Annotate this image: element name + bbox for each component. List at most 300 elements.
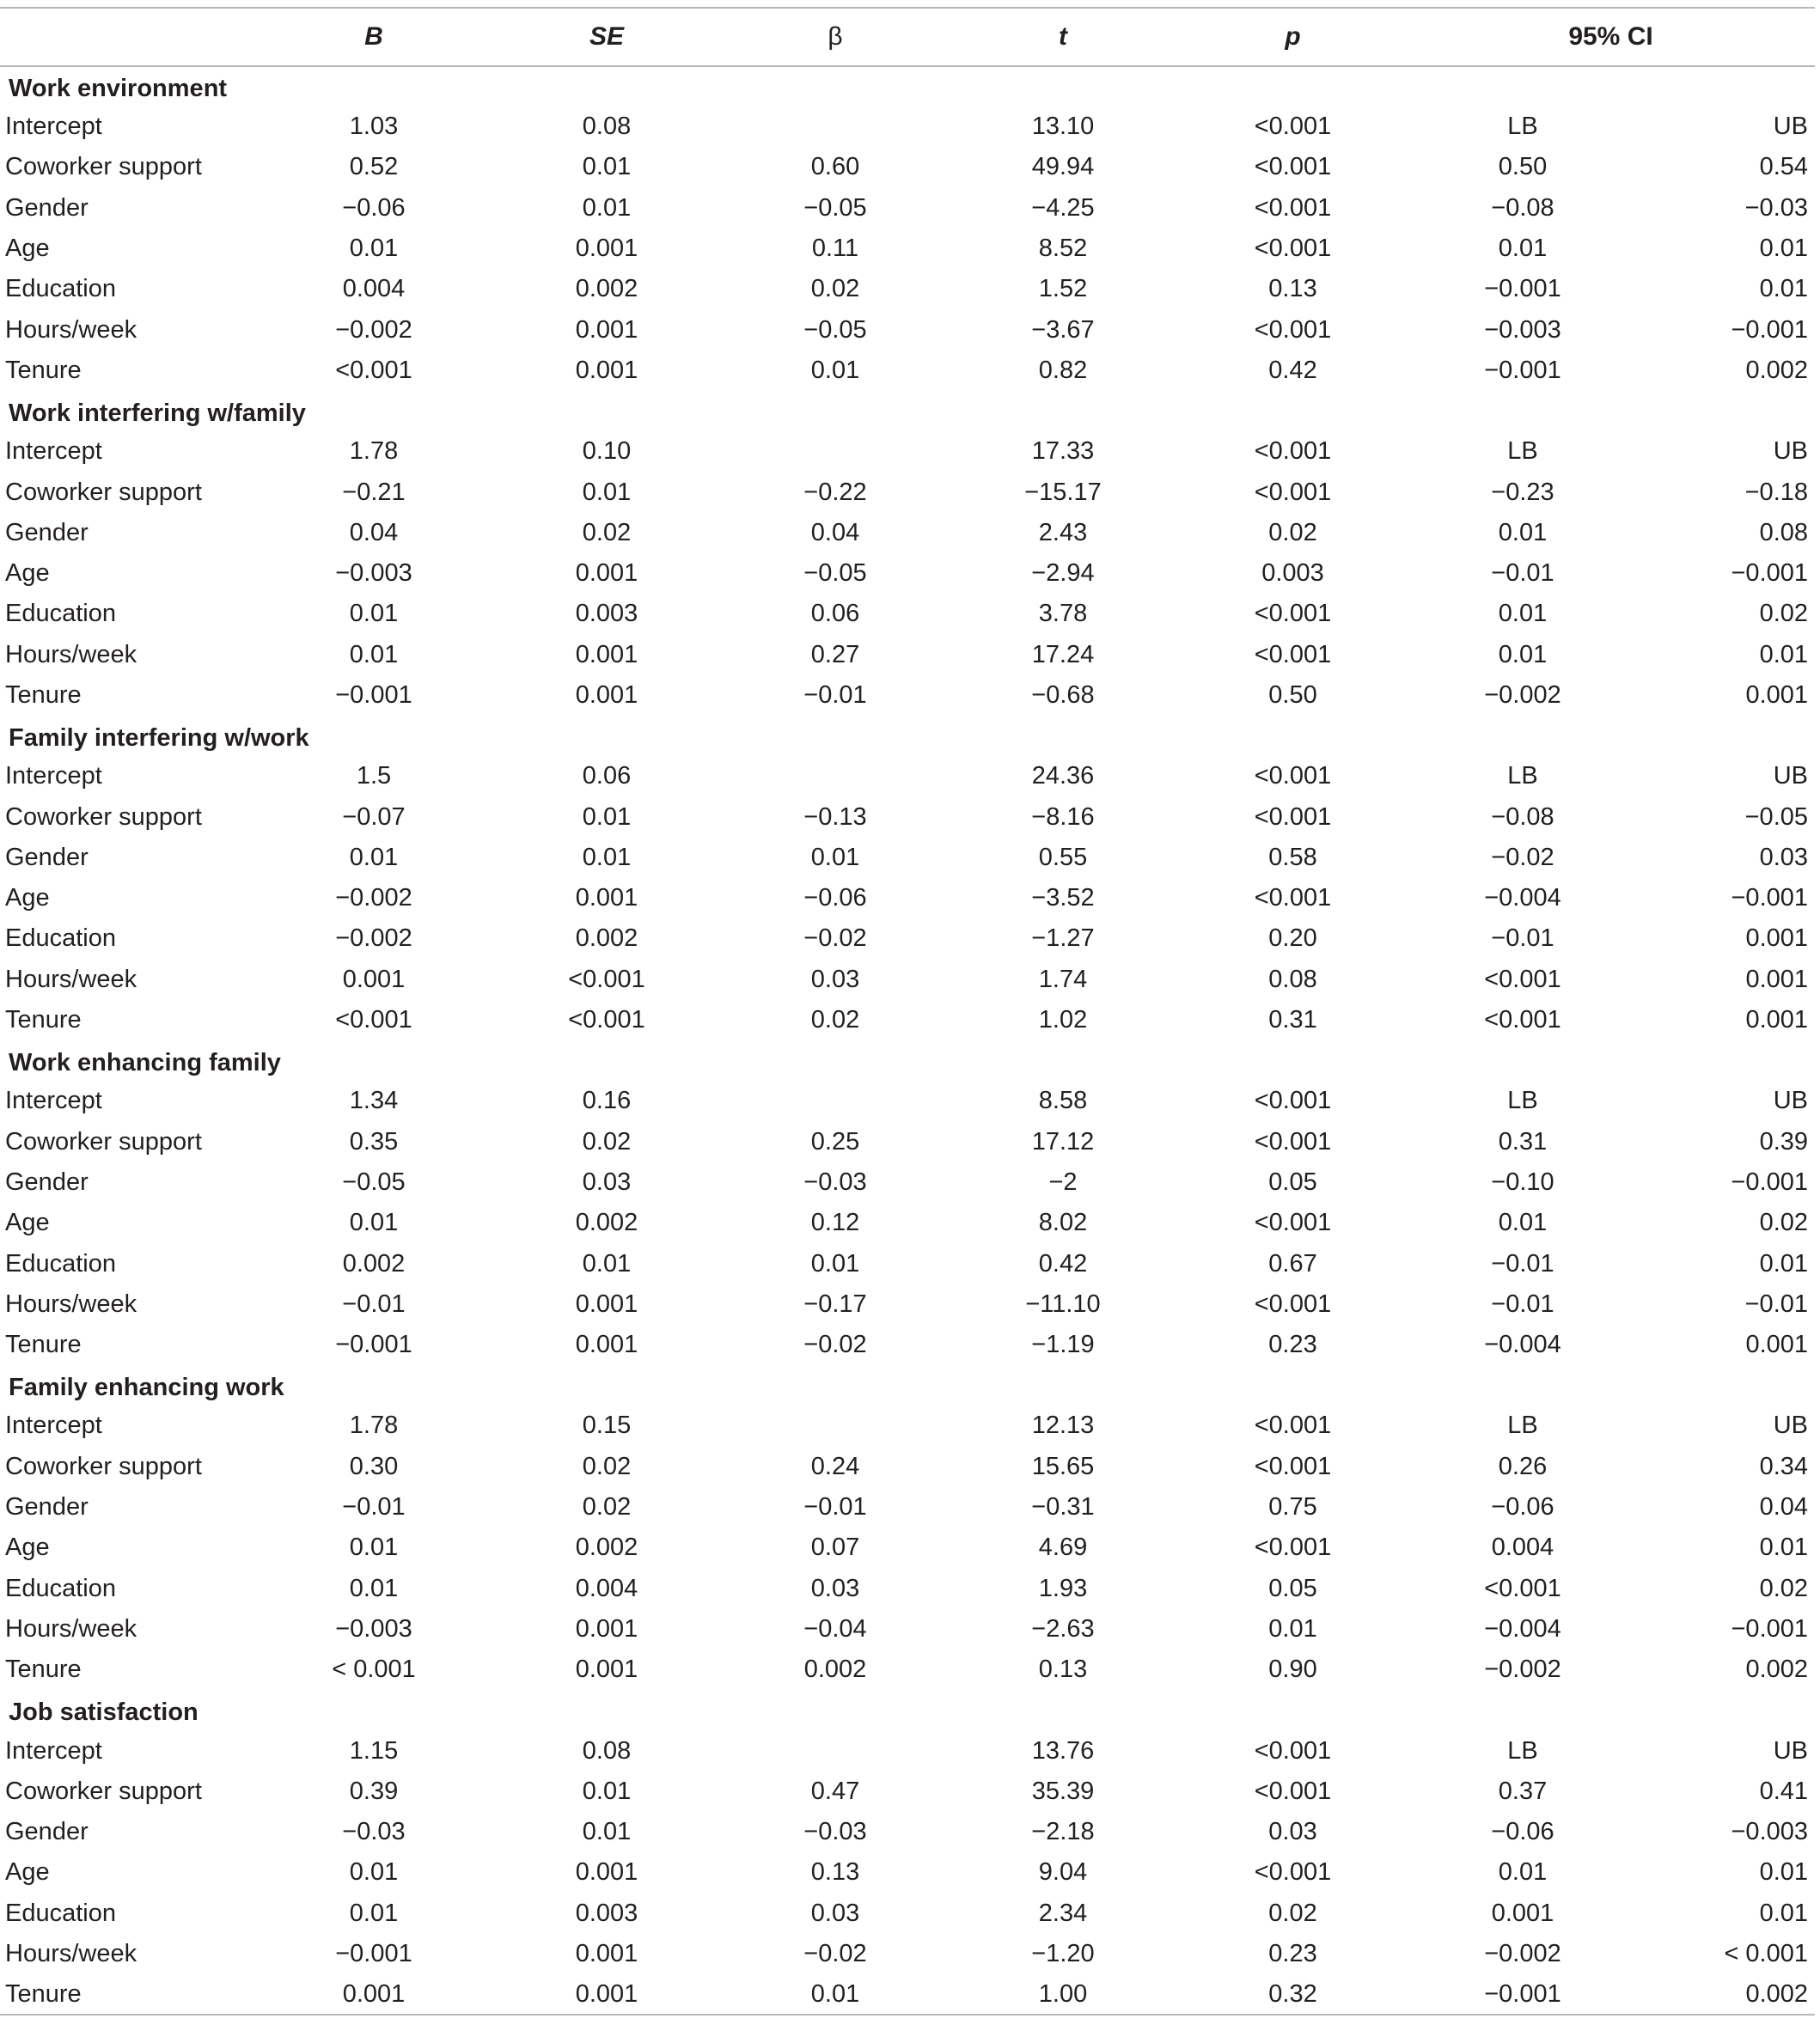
header-label xyxy=(0,8,258,66)
cell-t: 1.74 xyxy=(1038,965,1088,993)
cell-p: <0.001 xyxy=(1254,193,1332,222)
cell-t: 49.94 xyxy=(1031,153,1095,181)
cell-lb: LB xyxy=(1507,437,1538,466)
cell-t: 2.34 xyxy=(1038,1899,1088,1927)
cell-se: 0.08 xyxy=(582,113,632,141)
cell-beta: −0.13 xyxy=(803,802,867,831)
cell-beta: 0.03 xyxy=(810,1574,860,1602)
row-label: Age xyxy=(5,1858,50,1887)
header-t: t xyxy=(1059,22,1067,51)
cell-b: −0.03 xyxy=(342,1818,406,1846)
section-title: Job satisfaction xyxy=(9,1698,198,1727)
cell-ub: UB xyxy=(1773,437,1809,466)
table-row xyxy=(0,1934,1815,1974)
section-title: Work enhancing family xyxy=(9,1049,281,1077)
cell-ub: 0.01 xyxy=(1759,640,1809,668)
cell-p: <0.001 xyxy=(1254,1087,1332,1115)
cell-t: −3.52 xyxy=(1031,884,1095,912)
cell-se: 0.003 xyxy=(575,600,638,628)
row-label: Tenure xyxy=(5,356,82,384)
cell-p: <0.001 xyxy=(1254,640,1332,668)
cell-t: 0.82 xyxy=(1038,356,1088,384)
row-label: Tenure xyxy=(5,1006,82,1034)
cell-beta: 0.24 xyxy=(810,1452,860,1480)
cell-p: 0.03 xyxy=(1268,1818,1317,1846)
cell-t: 17.33 xyxy=(1031,437,1095,466)
cell-ub: 0.02 xyxy=(1759,1209,1809,1237)
cell-ub: 0.01 xyxy=(1759,1858,1809,1887)
cell-b: −0.01 xyxy=(342,1493,406,1522)
cell-lb: −0.001 xyxy=(1484,1979,1561,2008)
cell-ub: −0.03 xyxy=(1744,193,1809,222)
cell-se: 0.15 xyxy=(582,1412,632,1440)
cell-t: −1.20 xyxy=(1031,1940,1095,1968)
row-label: Coworker support xyxy=(5,478,202,506)
cell-b: −0.07 xyxy=(342,802,406,831)
row-label: Gender xyxy=(5,1818,89,1846)
cell-p: 0.05 xyxy=(1268,1574,1317,1602)
cell-p: 0.23 xyxy=(1268,1940,1317,1968)
cell-ub: UB xyxy=(1773,1087,1809,1115)
cell-t: −2.18 xyxy=(1031,1818,1095,1846)
table-row xyxy=(0,472,1815,512)
cell-p: 0.42 xyxy=(1268,356,1317,384)
cell-lb: −0.004 xyxy=(1484,1331,1561,1359)
cell-ub: UB xyxy=(1773,113,1809,141)
cell-ub: −0.18 xyxy=(1744,478,1809,506)
table-header-row xyxy=(0,8,1815,66)
cell-lb: LB xyxy=(1507,1087,1538,1115)
cell-b: 0.30 xyxy=(349,1452,399,1480)
cell-p: 0.01 xyxy=(1268,1614,1317,1643)
cell-ub: 0.01 xyxy=(1759,235,1809,263)
cell-beta: 0.06 xyxy=(810,600,860,628)
cell-beta: −0.02 xyxy=(803,1940,867,1968)
cell-lb: −0.002 xyxy=(1484,1656,1561,1684)
table-body xyxy=(0,66,1815,2015)
cell-b: <0.001 xyxy=(335,1006,412,1034)
cell-ub: 0.002 xyxy=(1745,356,1809,384)
cell-beta xyxy=(724,1081,947,1121)
cell-p: <0.001 xyxy=(1254,600,1332,628)
table-row xyxy=(0,1000,1815,1040)
section-header-row xyxy=(0,1040,1815,1081)
cell-beta: 0.002 xyxy=(803,1656,867,1684)
cell-b: 0.04 xyxy=(349,518,399,546)
row-label: Age xyxy=(5,884,50,912)
cell-p: <0.001 xyxy=(1254,113,1332,141)
row-label: Hours/week xyxy=(5,965,137,993)
cell-se: 0.01 xyxy=(582,1777,632,1805)
section-header-row xyxy=(0,391,1815,431)
cell-ub: 0.04 xyxy=(1759,1493,1809,1522)
cell-ub: −0.001 xyxy=(1731,559,1809,588)
cell-lb: 0.001 xyxy=(1491,1899,1554,1927)
table-row xyxy=(0,147,1815,187)
cell-ub: −0.003 xyxy=(1731,1818,1809,1846)
cell-b: 0.01 xyxy=(349,1209,399,1237)
row-label: Coworker support xyxy=(5,1127,202,1156)
cell-b: 0.01 xyxy=(349,235,399,263)
cell-p: 0.67 xyxy=(1268,1249,1317,1278)
cell-p: <0.001 xyxy=(1254,1290,1332,1318)
cell-ub: 0.39 xyxy=(1759,1127,1809,1156)
cell-t: 17.12 xyxy=(1031,1127,1095,1156)
cell-b: <0.001 xyxy=(335,356,412,384)
row-label: Gender xyxy=(5,843,89,871)
cell-se: 0.001 xyxy=(575,1614,638,1643)
table-row xyxy=(0,594,1815,634)
table-row xyxy=(0,1447,1815,1487)
cell-lb: −0.08 xyxy=(1491,193,1554,222)
cell-se: <0.001 xyxy=(568,965,645,993)
table-row xyxy=(0,960,1815,1000)
row-label: Tenure xyxy=(5,1331,82,1359)
row-label: Education xyxy=(5,1249,116,1278)
cell-beta xyxy=(724,756,947,796)
cell-lb: 0.004 xyxy=(1491,1534,1554,1562)
cell-t: 8.02 xyxy=(1038,1209,1088,1237)
cell-p: <0.001 xyxy=(1254,315,1332,344)
section-title: Work interfering w/family xyxy=(9,399,306,428)
cell-t: −4.25 xyxy=(1031,193,1095,222)
regression-table xyxy=(0,7,1815,2016)
table-row xyxy=(0,1894,1815,1934)
cell-beta: −0.17 xyxy=(803,1290,867,1318)
table-row xyxy=(0,188,1815,229)
cell-p: <0.001 xyxy=(1254,762,1332,790)
cell-ub: 0.001 xyxy=(1745,965,1809,993)
table-row xyxy=(0,513,1815,553)
section-header-row xyxy=(0,66,1815,107)
cell-ub: 0.01 xyxy=(1759,275,1809,303)
cell-lb: −0.01 xyxy=(1491,1290,1554,1318)
table-row xyxy=(0,1772,1815,1812)
cell-t: −0.31 xyxy=(1031,1493,1095,1522)
cell-lb: −0.06 xyxy=(1491,1818,1554,1846)
header-ci: 95% CI xyxy=(1568,22,1653,51)
cell-t: −8.16 xyxy=(1031,802,1095,831)
table-row xyxy=(0,1162,1815,1203)
cell-b: 0.01 xyxy=(349,1534,399,1562)
cell-ub: −0.05 xyxy=(1744,802,1809,831)
cell-ub: 0.41 xyxy=(1759,1777,1809,1805)
cell-lb: 0.01 xyxy=(1498,1209,1548,1237)
cell-lb: 0.01 xyxy=(1498,518,1548,546)
cell-beta: −0.05 xyxy=(803,315,867,344)
cell-beta: −0.03 xyxy=(803,1818,867,1846)
table-row xyxy=(0,553,1815,594)
cell-b: 1.15 xyxy=(349,1736,399,1765)
cell-b: 0.002 xyxy=(342,1249,406,1278)
cell-ub: −0.001 xyxy=(1731,1168,1809,1196)
row-label: Hours/week xyxy=(5,1614,137,1643)
section-header-row xyxy=(0,1690,1815,1730)
cell-t: −1.27 xyxy=(1031,924,1095,953)
cell-ub: UB xyxy=(1773,1412,1809,1440)
cell-b: 0.01 xyxy=(349,843,399,871)
cell-ub: −0.001 xyxy=(1731,1614,1809,1643)
cell-p: 0.90 xyxy=(1268,1656,1317,1684)
cell-ub: 0.001 xyxy=(1745,1331,1809,1359)
cell-lb: 0.50 xyxy=(1498,153,1548,181)
cell-se: 0.001 xyxy=(575,681,638,709)
row-label: Hours/week xyxy=(5,1940,137,1968)
header-b: B xyxy=(364,22,383,51)
cell-beta: −0.02 xyxy=(803,1331,867,1359)
table-row xyxy=(0,1487,1815,1528)
cell-ub: −0.001 xyxy=(1731,884,1809,912)
cell-p: <0.001 xyxy=(1254,1412,1332,1440)
cell-beta: 0.60 xyxy=(810,153,860,181)
cell-p: <0.001 xyxy=(1254,1858,1332,1887)
cell-ub: 0.03 xyxy=(1759,843,1809,871)
cell-lb: −0.002 xyxy=(1484,681,1561,709)
section-title: Work environment xyxy=(9,75,228,102)
cell-p: 0.32 xyxy=(1268,1979,1317,2008)
section-title: Family interfering w/work xyxy=(9,724,309,753)
cell-b: 0.001 xyxy=(342,965,406,993)
row-label: Age xyxy=(5,559,50,588)
cell-lb: −0.001 xyxy=(1484,356,1561,384)
cell-p: <0.001 xyxy=(1254,235,1332,263)
section-header-row xyxy=(0,1365,1815,1406)
cell-b: 0.01 xyxy=(349,1574,399,1602)
cell-t: −1.19 xyxy=(1031,1331,1095,1359)
row-label: Tenure xyxy=(5,1656,82,1684)
cell-lb: −0.23 xyxy=(1491,478,1554,506)
row-label: Coworker support xyxy=(5,1777,202,1805)
cell-p: <0.001 xyxy=(1254,1534,1332,1562)
cell-beta: 0.07 xyxy=(810,1534,860,1562)
cell-se: 0.001 xyxy=(575,1331,638,1359)
cell-lb: LB xyxy=(1507,762,1538,790)
cell-se: 0.02 xyxy=(582,518,632,546)
row-label: Gender xyxy=(5,518,89,546)
cell-lb: 0.26 xyxy=(1498,1452,1548,1480)
cell-ub: 0.001 xyxy=(1745,1006,1809,1034)
cell-se: 0.02 xyxy=(582,1452,632,1480)
cell-ub: 0.02 xyxy=(1759,1574,1809,1602)
cell-p: <0.001 xyxy=(1254,1777,1332,1805)
table-row xyxy=(0,1243,1815,1284)
cell-lb: −0.10 xyxy=(1491,1168,1554,1196)
cell-se: 0.01 xyxy=(582,193,632,222)
cell-beta: −0.01 xyxy=(803,681,867,709)
cell-p: <0.001 xyxy=(1254,478,1332,506)
cell-p: 0.75 xyxy=(1268,1493,1317,1522)
cell-b: 1.34 xyxy=(349,1087,399,1115)
cell-p: 0.31 xyxy=(1268,1006,1317,1034)
cell-lb: LB xyxy=(1507,113,1538,141)
cell-ub: 0.08 xyxy=(1759,518,1809,546)
cell-ub: 0.01 xyxy=(1759,1534,1809,1562)
table-row xyxy=(0,431,1815,472)
cell-se: 0.16 xyxy=(582,1087,632,1115)
cell-beta: −0.04 xyxy=(803,1614,867,1643)
cell-b: 0.01 xyxy=(349,1858,399,1887)
cell-lb: −0.002 xyxy=(1484,1940,1561,1968)
cell-lb: −0.01 xyxy=(1491,1249,1554,1278)
row-label: Intercept xyxy=(5,113,102,141)
row-label: Gender xyxy=(5,1168,89,1196)
cell-se: 0.002 xyxy=(575,1534,638,1562)
row-label: Intercept xyxy=(5,1736,102,1765)
table-row xyxy=(0,635,1815,675)
cell-b: 1.78 xyxy=(349,437,399,466)
cell-t: −2 xyxy=(1048,1168,1078,1196)
cell-b: −0.002 xyxy=(335,315,412,344)
row-label: Intercept xyxy=(5,762,102,790)
cell-b: 1.5 xyxy=(356,762,392,790)
cell-se: <0.001 xyxy=(568,1006,645,1034)
cell-p: <0.001 xyxy=(1254,1736,1332,1765)
cell-t: 0.55 xyxy=(1038,843,1088,871)
cell-se: 0.002 xyxy=(575,275,638,303)
cell-beta: 0.47 xyxy=(810,1777,860,1805)
cell-lb: −0.08 xyxy=(1491,802,1554,831)
cell-b: 0.004 xyxy=(342,275,406,303)
table-row xyxy=(0,229,1815,269)
cell-beta: 0.03 xyxy=(810,1899,860,1927)
cell-t: 8.58 xyxy=(1038,1087,1088,1115)
row-label: Intercept xyxy=(5,437,102,466)
table-row xyxy=(0,1852,1815,1893)
cell-b: 0.01 xyxy=(349,640,399,668)
cell-t: 0.13 xyxy=(1038,1656,1088,1684)
cell-se: 0.001 xyxy=(575,559,638,588)
cell-ub: 0.01 xyxy=(1759,1249,1809,1278)
cell-lb: 0.01 xyxy=(1498,640,1548,668)
cell-b: 0.52 xyxy=(349,153,399,181)
row-label: Hours/week xyxy=(5,1290,137,1318)
table-row xyxy=(0,1974,1815,2015)
cell-t: −0.68 xyxy=(1031,681,1095,709)
cell-t: −15.17 xyxy=(1024,478,1102,506)
cell-b: 0.39 xyxy=(349,1777,399,1805)
cell-t: −11.10 xyxy=(1025,1290,1101,1318)
cell-beta: −0.01 xyxy=(803,1493,867,1522)
cell-b: −0.06 xyxy=(342,193,406,222)
cell-b: −0.002 xyxy=(335,884,412,912)
table-row xyxy=(0,1284,1815,1325)
cell-lb: −0.003 xyxy=(1484,315,1561,344)
cell-se: 0.10 xyxy=(582,437,632,466)
cell-beta xyxy=(724,107,947,147)
cell-se: 0.001 xyxy=(575,356,638,384)
cell-t: 3.78 xyxy=(1038,600,1088,628)
cell-beta: 0.01 xyxy=(810,1249,860,1278)
cell-beta: −0.05 xyxy=(803,559,867,588)
cell-t: 2.43 xyxy=(1038,518,1088,546)
row-label: Education xyxy=(5,1574,116,1602)
cell-lb: 0.01 xyxy=(1498,600,1548,628)
table-row xyxy=(0,351,1815,391)
cell-b: −0.002 xyxy=(335,924,412,953)
table-row xyxy=(0,1406,1815,1446)
cell-ub: 0.34 xyxy=(1759,1452,1809,1480)
table-row xyxy=(0,309,1815,350)
cell-t: 1.02 xyxy=(1038,1006,1088,1034)
cell-se: 0.01 xyxy=(582,802,632,831)
row-label: Coworker support xyxy=(5,153,202,181)
cell-ub: 0.002 xyxy=(1745,1979,1809,2008)
cell-b: 1.03 xyxy=(349,113,399,141)
cell-se: 0.001 xyxy=(575,1656,638,1684)
cell-lb: LB xyxy=(1507,1412,1538,1440)
cell-lb: LB xyxy=(1507,1736,1538,1765)
header-se: SE xyxy=(589,22,625,51)
cell-beta: 0.01 xyxy=(810,1979,860,2008)
cell-se: 0.001 xyxy=(575,640,638,668)
cell-beta: 0.11 xyxy=(811,235,859,263)
row-label: Tenure xyxy=(5,1979,82,2008)
cell-beta: −0.06 xyxy=(803,884,867,912)
cell-t: 12.13 xyxy=(1031,1412,1095,1440)
cell-beta: 0.12 xyxy=(810,1209,860,1237)
cell-t: 4.69 xyxy=(1038,1534,1088,1562)
cell-ub: 0.01 xyxy=(1759,1899,1809,1927)
cell-p: 0.58 xyxy=(1268,843,1317,871)
cell-t: 9.04 xyxy=(1038,1858,1088,1887)
cell-p: 0.02 xyxy=(1268,518,1317,546)
cell-se: 0.001 xyxy=(575,1858,638,1887)
cell-b: −0.21 xyxy=(342,478,406,506)
cell-b: −0.003 xyxy=(335,1614,412,1643)
row-label: Intercept xyxy=(5,1087,102,1115)
row-label: Education xyxy=(5,924,116,953)
table-row xyxy=(0,1081,1815,1121)
cell-se: 0.01 xyxy=(582,1249,632,1278)
cell-p: 0.08 xyxy=(1268,965,1317,993)
cell-se: 0.001 xyxy=(575,1979,638,2008)
table-row xyxy=(0,918,1815,959)
cell-p: <0.001 xyxy=(1254,437,1332,466)
cell-se: 0.01 xyxy=(582,1818,632,1846)
cell-t: 35.39 xyxy=(1031,1777,1095,1805)
cell-lb: 0.01 xyxy=(1498,235,1548,263)
cell-se: 0.001 xyxy=(575,1290,638,1318)
cell-b: −0.01 xyxy=(342,1290,406,1318)
table-row xyxy=(0,1730,1815,1771)
cell-lb: 0.31 xyxy=(1498,1127,1548,1156)
cell-beta: 0.01 xyxy=(810,843,860,871)
cell-se: 0.03 xyxy=(582,1168,632,1196)
cell-p: 0.13 xyxy=(1268,275,1317,303)
cell-lb: −0.06 xyxy=(1491,1493,1554,1522)
cell-lb: −0.001 xyxy=(1484,275,1561,303)
table-row xyxy=(0,1569,1815,1609)
cell-beta xyxy=(724,1730,947,1771)
row-label: Education xyxy=(5,1899,116,1927)
table-row xyxy=(0,1122,1815,1162)
row-label: Tenure xyxy=(5,681,82,709)
row-label: Age xyxy=(5,235,50,263)
cell-beta: 0.01 xyxy=(810,356,860,384)
cell-b: < 0.001 xyxy=(332,1656,416,1684)
cell-se: 0.001 xyxy=(575,1940,638,1968)
row-label: Gender xyxy=(5,1493,89,1522)
cell-p: 0.003 xyxy=(1261,559,1324,588)
cell-lb: −0.01 xyxy=(1491,924,1554,953)
cell-p: <0.001 xyxy=(1254,884,1332,912)
row-label: Age xyxy=(5,1209,50,1237)
cell-beta: −0.02 xyxy=(803,924,867,953)
cell-lb: −0.02 xyxy=(1491,843,1554,871)
cell-se: 0.01 xyxy=(582,153,632,181)
row-label: Coworker support xyxy=(5,1452,202,1480)
table-row xyxy=(0,107,1815,147)
